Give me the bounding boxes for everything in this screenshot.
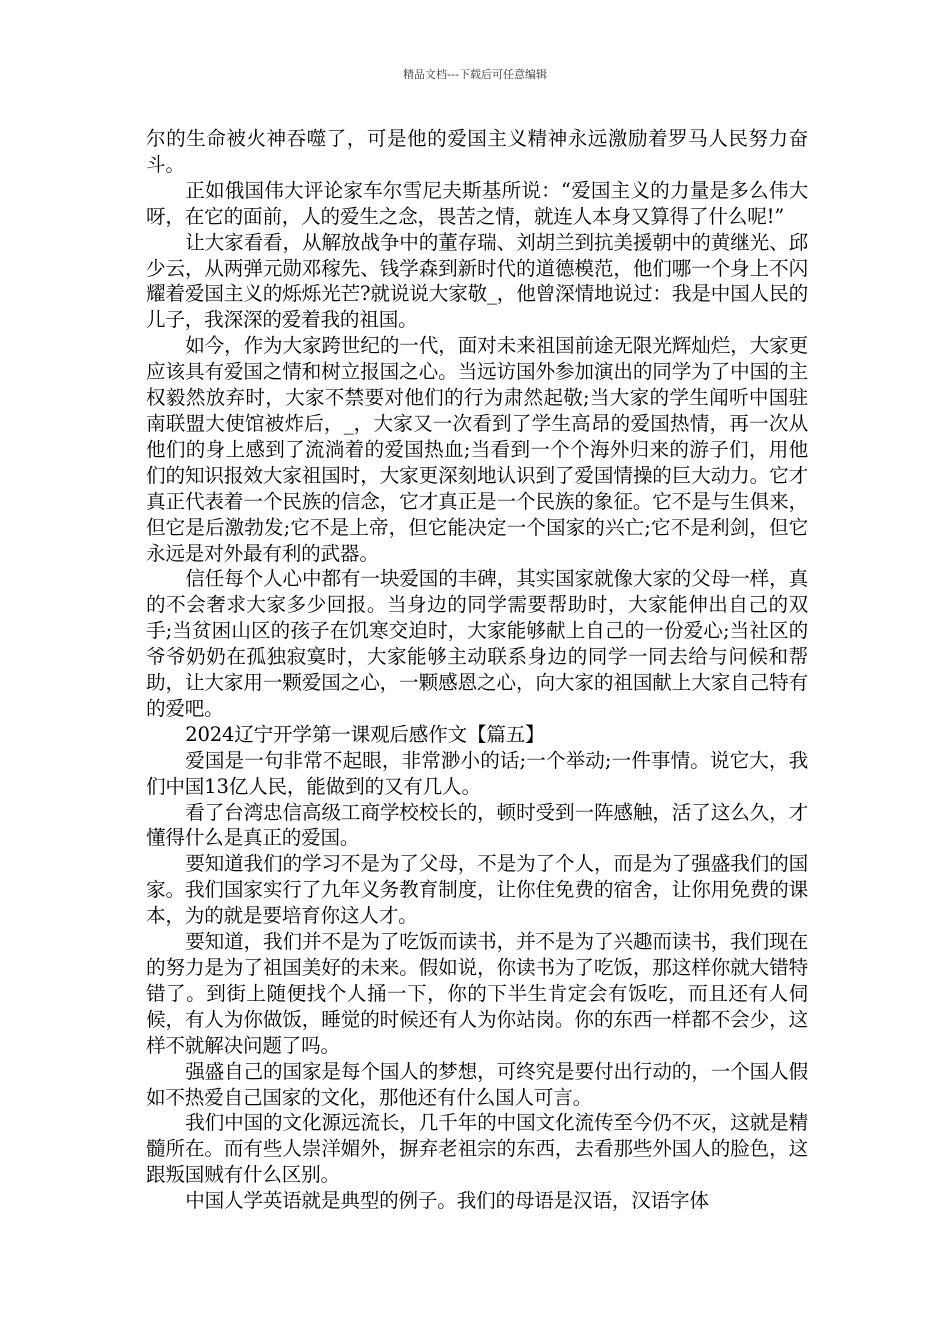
- paragraph-3: 让大家看看，从解放战争中的董存瑞、刘胡兰到抗美援朝中的黄继光、邱少云，从两弹元勋邓稼先、钱学森到新时代的道德模范，他们哪一个身上不闪耀着爱国主义的烁烁光芒?就说说大家敬_，他曾深情地说过：我是中国人民的儿子，我深深的爱着我的祖国。: [146, 230, 808, 332]
- paragraph-2: 正如俄国伟大评论家车尔雪尼夫斯基所说：“爱国主义的力量是多么伟大呀，在它的面前，人的爱生之念，畏苦之情，就连人本身又算得了什么呢!”: [146, 178, 808, 228]
- paragraph-5: 信任每个人心中都有一块爱国的丰碑，其实国家就像大家的父母一样，真的不会奢求大家多少回报。当身边的同学需要帮助时，大家能伸出自己的双手;当贫困山区的孩子在饥寒交迫时，大家能够献上自己的一份爱心;当社区的爷爷奶奶在孤独寂寞时，大家能够主动联系身边的同学一同去给与问候和帮助，让大家用一颗爱国之心，一颗感恩之心，向大家的祖国献上大家自己特有的爱吧。: [146, 567, 808, 720]
- paragraph-6: 爱国是一句非常不起眼，非常渺小的话;一个举动;一件事情。说它大，我们中国13亿人民，能做到的又有几人。: [146, 748, 808, 798]
- paragraph-12: 中国人学英语就是典型的例子。我们的母语是汉语，汉语字体: [185, 1189, 709, 1213]
- document-body: [146, 126, 808, 1214]
- paragraph-11: 我们中国的文化源远流长，几千年的中国文化流传至今仍不灭，这就是精髓所在。而有些人崇洋媚外，摒弃老祖宗的东西，去看那些外国人的脸色，这跟叛国贼有什么区别。: [146, 1111, 808, 1187]
- paragraph-4: 如今，作为大家跨世纪的一代，面对未来祖国前途无限光辉灿烂，大家更应该具有爱国之情和树立报国之心。当远访国外参加演出的同学为了中国的主权毅然放弃时，大家不禁要对他们的行为肃然起敬;当大家的学生闻听中国驻南联盟大使馆被炸后，_，大家又一次看到了学生高昂的爱国热情，再一次从他们的身上感到了流淌着的爱国热血;当看到一个个海外归来的游子们，用他们的知识报效大家祖国时，大家更深刻地认识到了爱国情操的巨大动力。它才真正代表着一个民族的信念，它才真正是一个民族的象征。它不是与生俱来，但它是后激勃发;它不是上帝，但它能决定一个国家的兴亡;它不是利剑，但它永远是对外最有利的武器。: [146, 334, 808, 565]
- paragraph-8: 要知道我们的学习不是为了父母，不是为了个人，而是为了强盛我们的国家。我们国家实行了九年义务教育制度，让你住免费的宿舍，让你用免费的课本，为的就是要培育你这人才。: [146, 852, 808, 928]
- paragraph-7: 看了台湾忠信高级工商学校校长的，顿时受到一阵感触，活了这么久，才懂得什么是真正的爱国。: [146, 800, 808, 850]
- paragraph-10: 强盛自己的国家是每个国人的梦想，可终究是要付出行动的，一个国人假如不热爱自己国家的文化，那他还有什么国人可言。: [146, 1059, 808, 1109]
- paragraph-9: 要知道，我们并不是为了吃饭而读书，并不是为了兴趣而读书，我们现在的努力是为了祖国美好的未来。假如说，你读书为了吃饭，那这样你就大错特错了。到街上随便找个人捅一下，你的下半生肯定会有饭吃，而且还有人伺候，有人为你做饭，睡觉的时候还有人为你站岗。你的东西一样都不会少，这样不就解决问题了吗。: [146, 930, 808, 1057]
- page-header: 精品文档---下载后可任意编辑: [403, 68, 547, 81]
- paragraph-1: 尔的生命被火神吞噬了，可是他的爱国主义精神永远激励着罗马人民努力奋斗。: [146, 127, 808, 176]
- section-heading: 2024辽宁开学第一课观后感作文【篇五】: [185, 722, 545, 746]
